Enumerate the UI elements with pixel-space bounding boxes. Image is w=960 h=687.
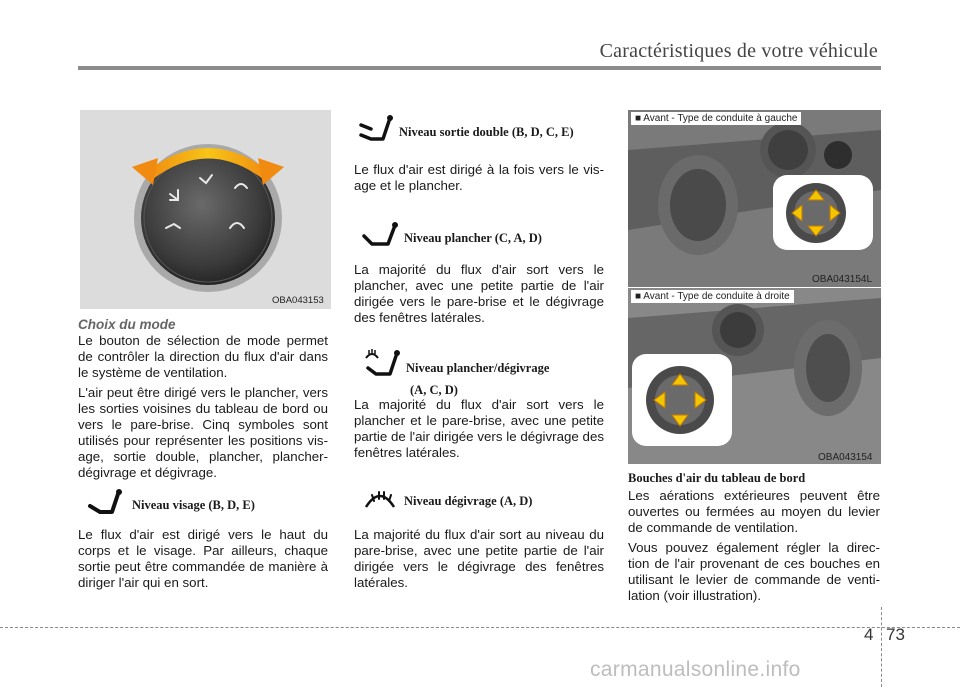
mode-face-title: Niveau visage (B, D, E) (132, 498, 255, 512)
figure-code-rhd: OBA043154 (818, 452, 873, 463)
bilevel-vent-icon (357, 113, 395, 143)
mode-knob-figure (80, 110, 331, 309)
floor-vent-icon (362, 220, 400, 250)
paragraph: Les aérations extérieures peuvent être ouvertes ou fermées au moyen du levier de commande de ventilation. (628, 488, 880, 535)
paragraph: La majorité du flux d'air sort vers le plancher, avec une petite partie de l'air dirigée vers le pare-brise et le dégivrage des fenêtres latérales. (354, 262, 604, 325)
defrost-icon (362, 485, 400, 515)
figure-code-lhd: OBA043154L (812, 274, 873, 285)
column-1 (78, 317, 328, 481)
paragraph: Le flux d'air est dirigé à la fois vers le vis-age et le plancher. (354, 162, 604, 193)
paragraph: Vous pouvez également régler la direc-tion de l'air provenant de ces bouches en utilisant le levier de commande de venti-lation (voir illustration). (628, 540, 880, 603)
face-vent-icon (86, 488, 124, 516)
running-header: Caractéristiques de votre véhicule (599, 40, 878, 62)
mode-bilevel-title: Niveau sortie double (B, D, C, E) (399, 125, 574, 139)
paragraph: Le bouton de sélection de mode permet de contrôler la direction du flux d'air dans le système de ventilation. (78, 333, 328, 380)
watermark: carmanualsonline.info (590, 658, 801, 681)
mode-floordefrost-title-1: Niveau plancher/dégivrage (406, 361, 550, 375)
mode-floor-body (354, 262, 604, 326)
floor-defrost-icon (364, 348, 402, 380)
section-title-vents: Bouches d'air du tableau de bord (628, 471, 806, 485)
paragraph: La majorité du flux d'air sort au niveau du pare-brise, avec une petite partie de l'air dirigée vers le dégivrage des fenêtres latérales. (354, 527, 604, 590)
mode-defrost-body (354, 527, 604, 591)
paragraph: Le flux d'air est dirigé vers le haut du corps et le visage. Par ailleurs, chaque sortie peut être commandée de manière à diriger l'air qui en sort. (78, 527, 328, 590)
mode-bilevel-body (354, 162, 604, 194)
figure-code-knob: OBA043153 (272, 295, 324, 306)
chapter-number: 4 (864, 625, 874, 644)
mode-bilevel-heading (357, 113, 574, 143)
paragraph: La majorité du flux d'air sort vers le plancher et le pare-brise, avec une petite partie de l'air dirigée vers le dégivrage des fenêtres latérales. (354, 397, 604, 460)
footer-divider (881, 607, 882, 687)
mode-floordefrost-title-2: (A, C, D) (410, 383, 458, 397)
vent-photo-lhd (628, 110, 881, 287)
mode-defrost-heading (362, 485, 532, 515)
figure-label-rhd: ■ Avant - Type de conduite à droite (631, 290, 794, 303)
header-rule (78, 66, 881, 70)
section-subtitle: Choix du mode (78, 317, 176, 332)
vent-photo-rhd (628, 288, 881, 464)
mode-face-heading (86, 488, 255, 516)
page-number: 73 (886, 625, 905, 644)
mode-floor-title: Niveau plancher (C, A, D) (404, 231, 542, 245)
paragraph: L'air peut être dirigé vers le plancher, vers les sorties voisines du tableau de bord ou vers le pare-brise. Cinq symboles sont utilisés pour représenter les positions vis-age, sortie double, plancher, plancher-dégivrage et dégivrage. (78, 385, 328, 480)
mode-defrost-title: Niveau dégivrage (A, D) (404, 494, 533, 508)
figure-label-lhd: ■ Avant - Type de conduite à gauche (631, 112, 801, 125)
footer-rule (0, 627, 960, 628)
mode-floordefrost-heading (364, 348, 549, 398)
mode-floor-heading (362, 220, 542, 250)
mode-floordefrost-body (354, 397, 604, 461)
column-3-text (628, 470, 880, 604)
mode-face-body (78, 527, 328, 591)
